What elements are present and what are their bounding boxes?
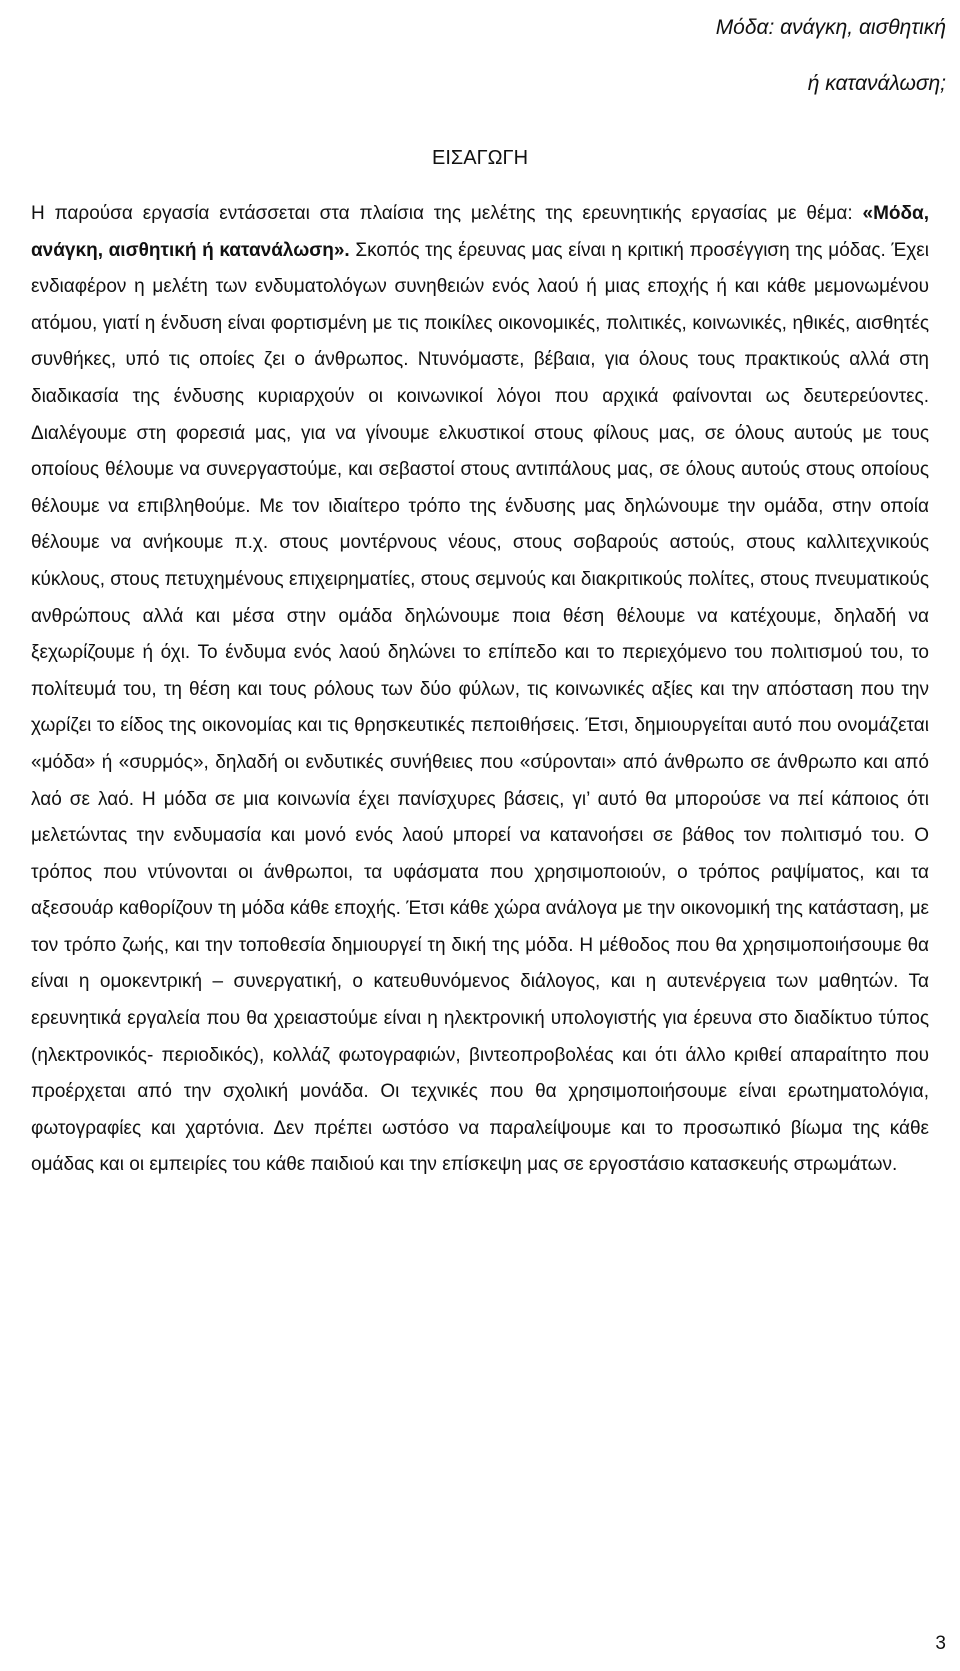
running-header bbox=[716, 0, 946, 112]
header-title-line-1: Μόδα: ανάγκη, αισθητική bbox=[715, 16, 946, 39]
paragraph-body: Σκοπός της έρευνας μας είναι η κριτική προσέγγιση της μόδας. Έχει ενδιαφέρον η μελέτη των ενδυματολόγων συνηθειών ενός λαού ή μιας εποχής ή και κάθε μεμονωμένου ατόμου, γιατί η ένδυση είναι φορτισμένη με τις ποικίλες οικονομικές, πολιτικές, κοινωνικές, ηθικές, αισθητές συνθήκες, υπό τις οποίες ζει ο άνθρωπος. Ντυνόμαστε, βέβαια, για όλους τους πρακτικούς αλλά στη διαδικασία της ένδυσης κυριαρχούν οι κοινωνικοί λόγοι που αρχικά φαίνονται ως δευτερεύοντες. Διαλέγουμε στη φορεσιά μας, για να γίνουμε ελκυστικοί στους φίλους μας, σε όλους αυτούς με τους οποίους θέλουμε να συνεργαστούμε, και σεβαστοί στους αντιπάλους μας, σε όλους αυτούς στους οποίους θέλουμε να επιβληθούμε. Με τον ιδιαίτερο τρόπο της ένδυσης μας δηλώνουμε την ομάδα, στην οποία θέλουμε να ανήκουμε π.χ. στους μοντέρνους νέους, στους σοβαρούς αστούς, στους καλλιτεχνικούς κύκλους, στους πετυχημένους επιχειρηματίες, στους σεμνούς και διακριτικούς πολίτες, στους πνευματικούς ανθρώπους αλλά και μέσα στην ομάδα δηλώνουμε ποια θέση θέλουμε να κατέχουμε, δηλαδή να ξεχωρίζουμε ή όχι. Το ένδυμα ενός λαού δηλώνει το επίπεδο και το περιεχόμενο του πολιτισμού του, το πολίτευμά του, τη θέση και τους ρόλους των δύο φύλων, τις κοινωνικές αξίες και την απόσταση που την χωρίζει το είδος της οικονομίας και τις θρησκευτικές πεποιθήσεις. Έτσι, δημιουργείται αυτό που ονομάζεται «μόδα» ή «συρμός», δηλαδή οι ενδυτικές συνήθειες που «σύρονται» από άνθρωπο σε άνθρωπο και από λαό σε λαό. Η μόδα σε μια κοινωνία έχει πανίσχυρες βάσεις, γι’ αυτό θα μπορούσε να πεί κάποιος ότι μελετώντας την ενδυμασία και μονό ενός λαού μπορεί να κατανοήσει σε βάθος τον πολιτισμό του. Ο τρόπος που ντύνονται οι άνθρωποι, τα υφάσματα που χρησιμοποιούν, ο τρόπος ραψίματος, και τα αξεσουάρ καθορίζουν τη μόδα κάθε εποχής. Έτσι κάθε χώρα ανάλογα με την οικονομική της κατάσταση, με τον τρόπο ζωής, και την τοποθεσία δημιουργεί τη δική της μόδα. Η μέθοδος που θα χρησιμοποιήσουμε θα είναι η ομοκεντρική – συνεργατική, ο κατευθυνόμενος διάλογος, και η αυτενέργεια των μαθητών. Τα ερευνητικά εργαλεία που θα χρειαστούμε είναι η ηλεκτρονική υπολογιστής για έρευνα στο διαδίκτυο τύπος (ηλεκτρονικός- περιοδικός), κολλάζ φωτογραφιών, βιντεοπροβολέας και ότι άλλο κριθεί απαραίτητο που προέρχεται από την σχολική μονάδα. Οι τεχνικές που θα χρησιμοποιήσουμε είναι ερωτηματολόγια, φωτογραφίες και χαρτόνια. Δεν πρέπει ωστόσο να παραλείψουμε και το προσωπικό βίωμα της κάθε ομάδας και οι εμπειρίες του κάθε παιδιού και την επίσκεψη μας σε εργοστάσιο κατασκευής στρωμάτων. bbox=[31, 239, 929, 1176]
section-heading: ΕΙΣΑΓΩΓΗ bbox=[431, 147, 529, 169]
page-number: 3 bbox=[935, 1633, 946, 1654]
paragraph-lead: Η παρούσα εργασία εντάσσεται στα πλαίσια της μελέτης της ερευνητικής εργασίας με θέμα: bbox=[31, 203, 853, 224]
header-title-line-2: ή κατανάλωση; bbox=[807, 72, 946, 95]
paragraph-topic-bold: «Μόδα, ανάγκη, αισθητική ή κατανάλωση». bbox=[31, 203, 929, 261]
introduction-paragraph bbox=[31, 196, 929, 1184]
